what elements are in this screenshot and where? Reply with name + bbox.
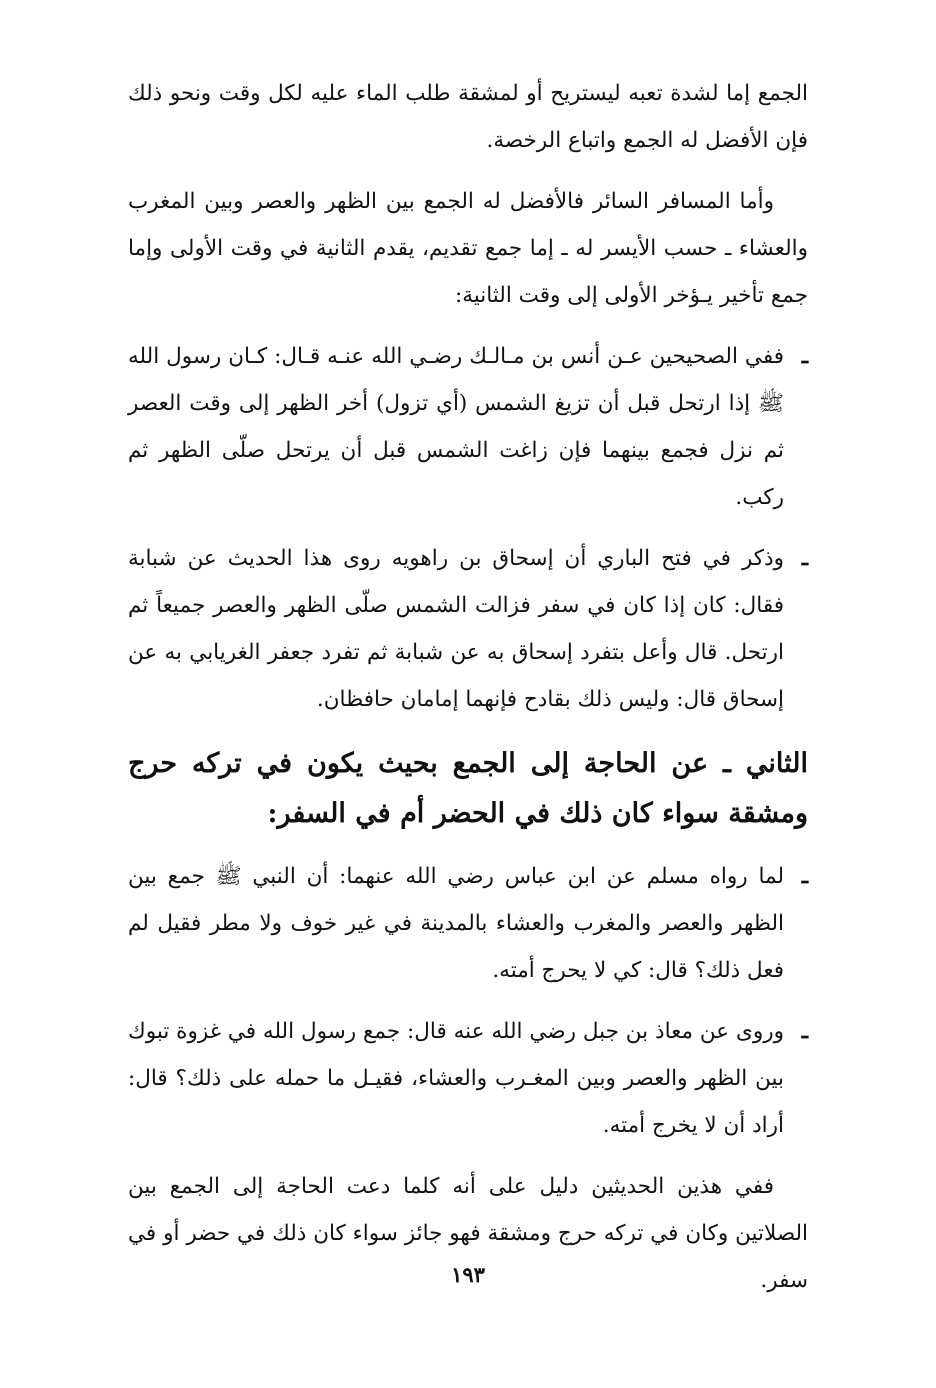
list-item-text: وذكر في فتح الباري أن إسحاق بن راهويه روى هذا الحديث عن شبابة فقال: كان إذا كان في سفر فزالت الشمس صلّى الظهر والعصر جميعاً ثم ارتحل. قال وأعل بتفرد إسحاق به عن شبابة ثم تفرد جعفر الغريابي به عن إسحاق قال: وليس ذلك بقادح فإنهما إمامان حافظان.	[128, 546, 784, 712]
section-heading: الثاني ـ عن الحاجة إلى الجمع بحيث يكون في تركه حرج ومشقة سواء كان ذلك في الحضر أم في السفر:	[128, 748, 808, 829]
page-body	[128, 70, 808, 1304]
bullet-dash: ـ	[801, 344, 808, 369]
spacer	[128, 319, 808, 333]
list-item-muadh	[128, 1008, 808, 1149]
spacer	[128, 723, 808, 739]
list-item-fath-albari	[128, 535, 808, 723]
paragraph-continuation: الجمع إما لشدة تعبه ليستريح أو لمشقة طلب الماء عليه لكل وقت ونحو ذلك فإن الأفضل له الجمع واتباع الرخصة.	[128, 81, 808, 153]
list-item-text: لما رواه مسلم عن ابن عباس رضي الله عنهما: أن النبي ﷺ جمع بين الظهر والعصر والمغرب والعشاء بالمدينة في غير خوف ولا مطر فقيل لم فعل ذلك؟ قال: كي لا يحرج أمته.	[128, 864, 784, 983]
spacer	[128, 521, 808, 535]
bullet-dash: ـ	[801, 1019, 808, 1044]
list-item-ibn-abbas	[128, 853, 808, 994]
list-item-text: ففي الصحيحين عـن أنس بن مـالـك رضـي الله عنـه قـال: كـان رسول الله ﷺ إذا ارتحل قبل أن تزيغ الشمس (أي تزول) أخر الظهر إلى وقت العصر ثم نزل فجمع بينهما فإن زاغت الشمس قبل أن يرتحل صلّى الظهر ثم ركب.	[128, 344, 784, 510]
spacer	[128, 994, 808, 1008]
spacer	[128, 164, 808, 178]
page-number: ١٩٣	[451, 1262, 485, 1287]
list-item-text: وروى عن معاذ بن جبل رضي الله عنه قال: جمع رسول الله في غزوة تبوك بين الظهر والعصر وبين المغـرب والعشاء، فقيـل ما حمله على ذلك؟ قال: أراد أن لا يخرج أمته.	[128, 1019, 784, 1138]
list-item-anas-hadith	[128, 333, 808, 521]
spacer	[128, 1149, 808, 1163]
paragraph-conclusion: ففي هذين الحديثين دليل على أنه كلما دعت الحاجة إلى الجمع بين الصلاتين وكان في تركه حرج ومشقة فهو جائز سواء كان ذلك في حضر أو في سفر.	[128, 1174, 808, 1293]
paragraph-traveler: وأما المسافر السائر فالأفضل له الجمع بين الظهر والعصر وبين المغرب والعشاء ـ حسب الأيسر له ـ إما جمع تقديم، يقدم الثانية في وقت الأولى وإما جمع تأخير يـؤخر الأولى إلى وقت الثانية:	[128, 189, 808, 308]
bullet-dash: ـ	[801, 546, 808, 571]
bullet-dash: ـ	[801, 864, 808, 889]
spacer	[128, 839, 808, 853]
